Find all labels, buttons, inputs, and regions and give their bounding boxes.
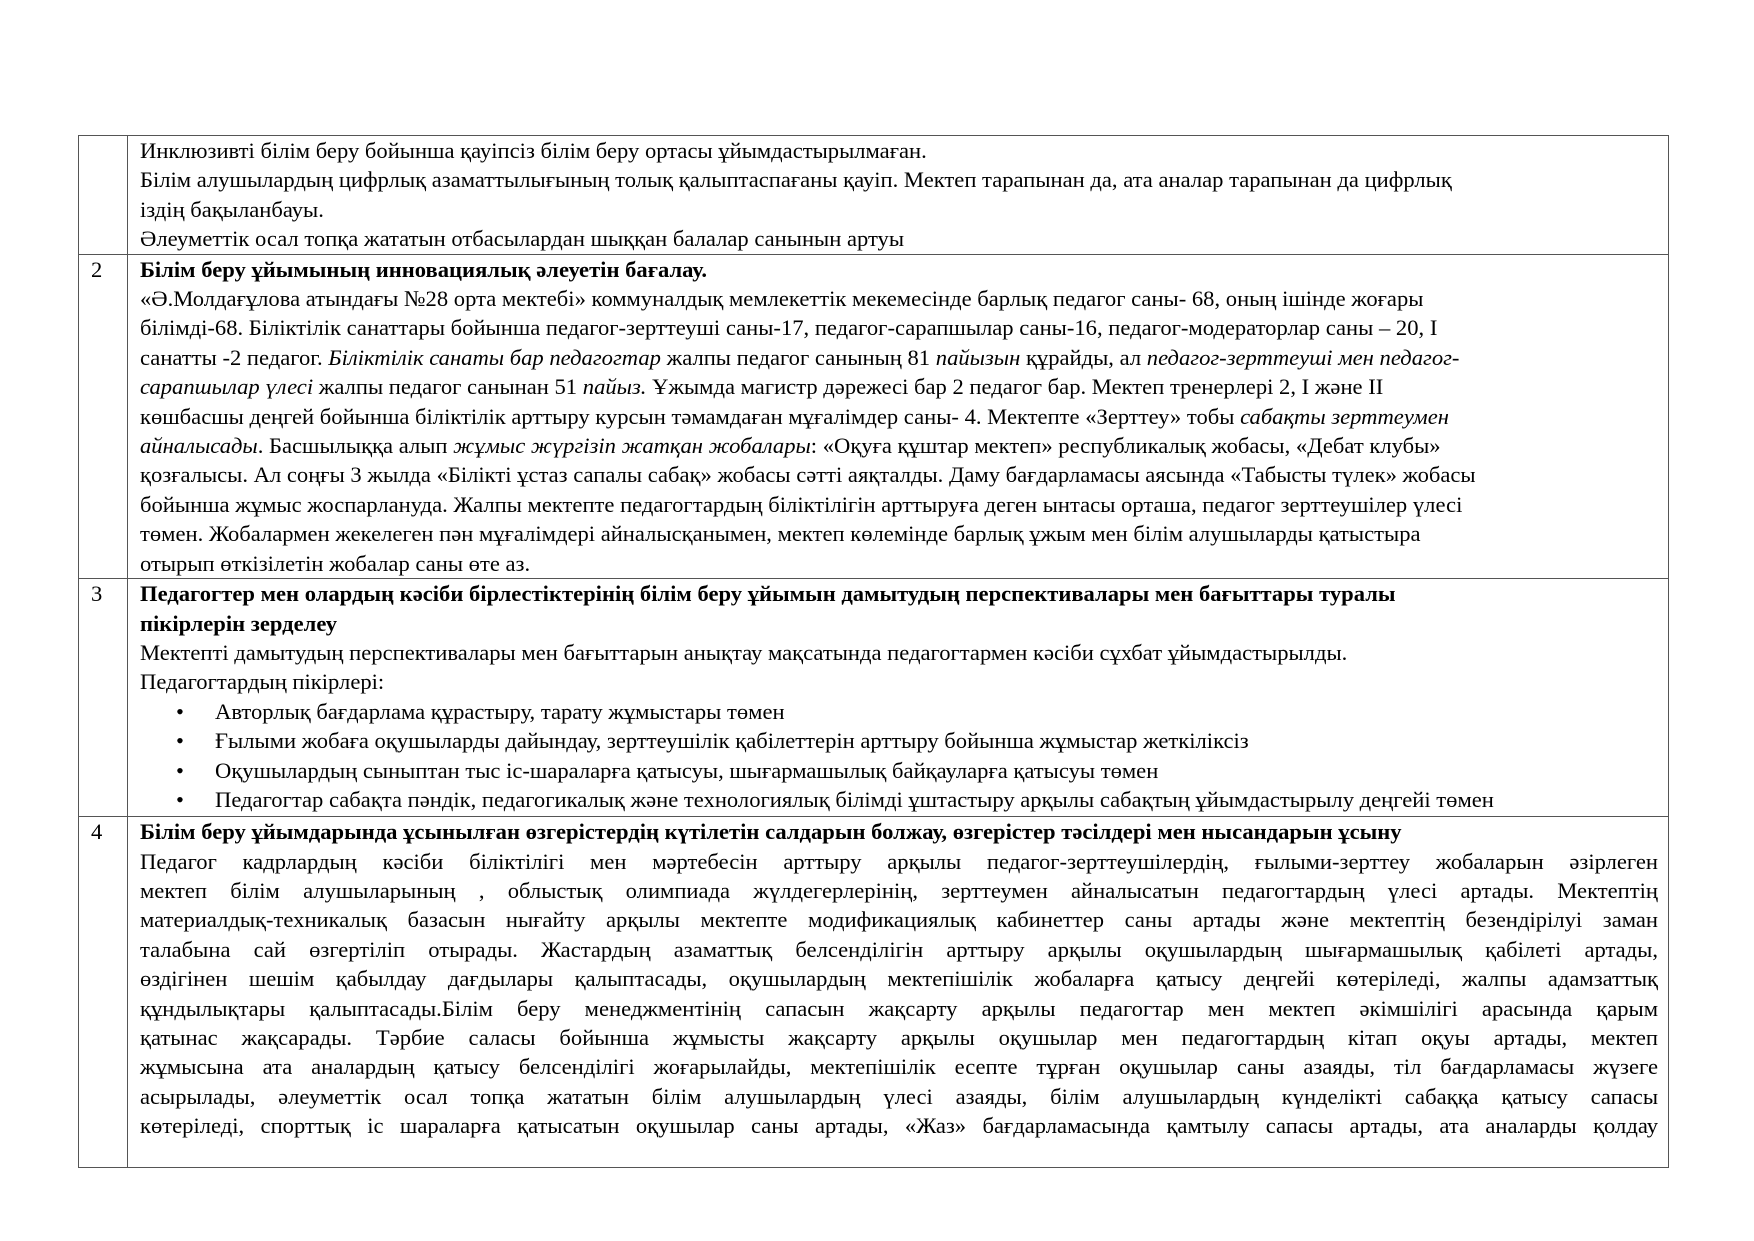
italic-span: жұмыс жүргізіп жатқан жобалары <box>453 433 811 459</box>
text-line: Мектепті дамытудың перспективалары мен бағыттарын анықтау мақсатында педагогтармен кәсіби сұхбат ұйымдастырылды. <box>140 639 1348 665</box>
table-row <box>79 254 1669 578</box>
bullet-list <box>140 697 1658 815</box>
text-line: қозғалысы. Ал соңғы 3 жылда «Білікті ұстаз сапалы сабақ» жобасы сәтті аяқталды. Даму бағдарламасы аясында «Табысты түлек» жобасы <box>140 462 1476 488</box>
text-span: санатты -2 педагог. <box>140 344 329 370</box>
row-number: 2 <box>79 254 128 578</box>
list-item <box>140 697 1658 726</box>
document-table <box>78 135 1669 1168</box>
text-line: білімді-68. Біліктілік санаттары бойынша педагог-зерттеуші саны-17, педагог-сарапшылар саны-16, педагог-модераторлар саны – 20, І <box>140 315 1438 341</box>
table-row <box>79 136 1669 255</box>
table-row <box>79 817 1669 1168</box>
text-line <box>140 402 1658 431</box>
text-line: Әлеуметтік осал топқа жататын отбасылардан шыққан балалар санынын артуы <box>140 226 905 252</box>
text-line <box>140 372 1658 401</box>
text-span: жалпы педагог санынан 51 <box>313 374 583 400</box>
row-number <box>79 136 128 255</box>
bullet-icon: • <box>176 786 184 812</box>
table-row <box>79 579 1669 817</box>
text-span: Ұжымда магистр дәрежесі бар 2 педагог бар. Мектеп тренерлері 2, І және ІІ <box>646 374 1384 400</box>
section-heading: Педагогтер мен олардың кәсіби бірлестіктерінің білім беру ұйымын дамытудың перспективалары мен бағыттары туралы <box>140 581 1396 607</box>
row-content <box>128 817 1669 1168</box>
text-span: көшбасшы деңгей бойынша біліктілік арттыру курсын тәмамдаған мұғалімдер саны- 4. Мектепте «Зерттеу» тобы <box>140 403 1241 429</box>
italic-span: айналысады <box>140 433 258 459</box>
italic-span: пайыз. <box>582 374 647 400</box>
list-item <box>140 726 1658 755</box>
text-line: асырылады, әлеуметтік осал топқа жататын білім алушылардың үлесі азаяды, білім алушылардың күнделікті сабаққа қатысу сапасы <box>140 1083 1658 1109</box>
section-heading: Білім беру ұйымдарында ұсынылған өзгерістердің күтілетін салдарын болжау, өзгерістер тәсілдері мен нысандарын ұсыну <box>140 819 1402 845</box>
bullet-icon: • <box>176 757 184 783</box>
text-line: жұмысына ата аналардың қатысу белсенділігі жоғарылайды, мектепішілік есепте тұрған оқушылар саны азаяды, тіл бағдарламасы жүзеге <box>140 1054 1658 1080</box>
text-line: қатынас жақсарады. Тәрбие саласы бойынша жұмысты жақсарту арқылы оқушылар мен педагогтардың кітап оқуы артады, мектеп <box>140 1024 1658 1050</box>
list-item <box>140 785 1658 814</box>
text-line <box>140 343 1658 372</box>
section-heading: пікірлерін зерделеу <box>140 610 338 636</box>
row-content <box>128 579 1669 817</box>
text-line: Педагог кадрлардың кәсіби біліктілігі мен мәртебесін арттыру арқылы педагог-зерттеушілердің, ғылыми-зерттеу жобаларын әзірлеген <box>140 848 1658 874</box>
text-line: өздігінен шешім қабылдау дағдылары қалыптасады, оқушылардың мектепішілік жобаларға қатысу деңгейі көтеріледі, жалпы адамзаттық <box>140 966 1658 992</box>
text-line: материалдық-техникалық базасын нығайту арқылы мектепте модификациялық кабинеттер саны артады және мектептің безендірілуі заман <box>140 907 1658 933</box>
italic-span: сарапшылар үлесі <box>140 374 314 400</box>
text-span: : «Оқуға құштар мектеп» республикалық жобасы, «Дебат клубы» <box>810 433 1441 459</box>
bullet-icon: • <box>176 728 184 754</box>
text-line: отырып өткізілетін жобалар саны өте аз. <box>140 550 531 576</box>
list-item-text: Педагогтар сабақта пәндік, педагогикалық және технологиялық білімді ұштастыру арқылы сабақтың ұйымдастырылу деңгейі төмен <box>215 786 1494 812</box>
list-item-text: Ғылыми жобаға оқушыларды дайындау, зерттеушілік қабілеттерін арттыру бойынша жұмыстар жеткіліксіз <box>215 728 1249 754</box>
text-line: көтеріледі, спорттық іс шараларға қатысатын оқушылар саны артады, «Жаз» бағдарламасында қамтылу сапасы артады, ата аналарды қолдау <box>140 1113 1658 1139</box>
text-line: Білім алушылардың цифрлық азаматтылығының толық қалыптаспағаны қауіп. Мектеп тарапынан да, ата аналар тарапынан да цифрлық <box>140 167 1452 193</box>
text-line: талабына сай өзгертіліп отырады. Жастардың азаматтық белсенділігін арттыру арқылы оқушылардың шығармашылық қабілеті артады, <box>140 936 1658 962</box>
row-number: 4 <box>79 817 128 1168</box>
row-content <box>128 136 1669 255</box>
row-number: 3 <box>79 579 128 817</box>
text-line: мектеп білім алушыларының , облыстық олимпиада жүлдегерлерінің, зерттеумен айналысатын педагогтардың үлесі артады. Мектептің <box>140 877 1658 903</box>
text-line: құндылықтары қалыптасады.Білім беру менеджментінің сапасын жақсарту арқылы педагогтар мен мектеп әкімшілігі арасында қарым <box>140 995 1658 1021</box>
text-line: Инклюзивті білім беру бойынша қауіпсіз білім беру ортасы ұйымдастырылмаған. <box>140 138 927 163</box>
section-heading: Білім беру ұйымының инновациялық әлеуетін бағалау. <box>140 256 707 282</box>
text-line: «Ә.Молдағұлова атындағы №28 орта мектебі» коммуналдық мемлекеттік мекемесінде барлық педагог саны- 68, оның ішінде жоғары <box>140 286 1424 312</box>
row-content <box>128 254 1669 578</box>
list-item-text: Авторлық бағдарлама құрастыру, тарату жұмыстары төмен <box>215 698 785 724</box>
text-span: құрайды, ал <box>1020 344 1147 370</box>
italic-span: пайызын <box>935 344 1021 370</box>
list-item <box>140 756 1658 785</box>
italic-span: сабақты зерттеумен <box>1240 403 1449 429</box>
text-line: Педагогтардың пікірлері: <box>140 669 385 695</box>
list-item-text: Оқушылардың сыныптан тыс іс-шараларға қатысуы, шығармашылық байқауларға қатысуы төмен <box>215 757 1159 783</box>
text-span: . Басшылыққа алып <box>257 433 454 459</box>
text-line: төмен. Жобалармен жекелеген пән мұғалімдері айналысқанымен, мектеп көлемінде барлық ұжым мен білім алушыларды қатыстыра <box>140 521 1421 547</box>
italic-span: педагог-зерттеуші мен педагог- <box>1146 344 1460 370</box>
text-line <box>140 431 1658 460</box>
text-line: бойынша жұмыс жоспарлануда. Жалпы мектепте педагогтардың біліктілігін арттыруға деген ынтасы орташа, педагог зерттеушілер үлесі <box>140 491 1463 517</box>
bullet-icon: • <box>176 698 184 724</box>
text-line: іздің бақыланбауы. <box>140 196 324 222</box>
italic-span: Біліктілік санаты бар педагогтар <box>328 344 661 370</box>
text-span: жалпы педагог санының 81 <box>660 344 936 370</box>
